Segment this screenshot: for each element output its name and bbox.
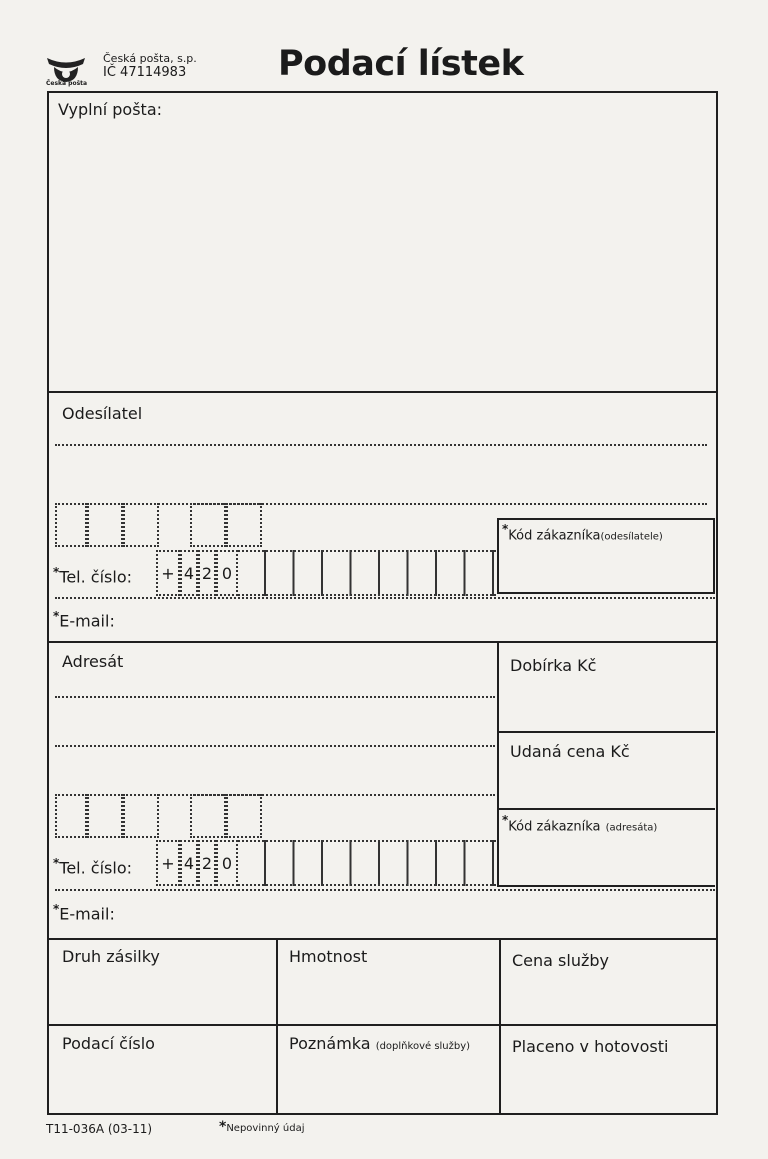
tracking-number-input[interactable] [49, 1058, 275, 1112]
divider-sender-recipient [47, 641, 718, 643]
sender-postcode-box[interactable] [190, 503, 226, 547]
weight-input[interactable] [278, 970, 498, 1022]
cod-input[interactable] [499, 680, 715, 730]
sender-tel-plus: + [156, 550, 180, 596]
company-id: IČ 47114983 [103, 65, 187, 80]
shipment-type-input[interactable] [49, 970, 275, 1022]
recipient-customer-code-input[interactable] [499, 835, 715, 885]
sender-tel-underline [55, 597, 715, 599]
recipient-postcode-box[interactable] [123, 794, 159, 838]
recipient-customer-code-label: *Kód zákazníka (adresáta) [502, 813, 658, 835]
company-info [103, 52, 197, 80]
sender-label: Odesílatel [62, 404, 143, 423]
sender-tel-digit: 4 [180, 550, 198, 596]
service-price-input[interactable] [501, 974, 715, 1022]
recipient-label: Adresát [62, 652, 124, 671]
sender-customer-code-label: *Kód zákazníka(odesílatele) [502, 522, 663, 544]
recipient-tel-plus: + [156, 840, 180, 886]
recipient-tel-label: *Tel. číslo: [53, 856, 132, 878]
sender-postcode-box[interactable] [55, 503, 87, 547]
logo-caption: Česká pošta [46, 80, 88, 87]
declared-value-input[interactable] [499, 766, 715, 806]
divider-declared-value [497, 808, 715, 810]
divider-post-sender [47, 391, 718, 393]
note-input[interactable] [278, 1058, 498, 1112]
paid-cash-input[interactable] [501, 1060, 715, 1112]
recipient-postcode-box[interactable] [87, 794, 123, 838]
sender-email-label: *E-mail: [53, 609, 115, 631]
sender-email-input[interactable] [130, 604, 710, 638]
recipient-postcode-box[interactable] [55, 794, 87, 838]
recipient-email-label: *E-mail: [53, 902, 115, 924]
weight-label: Hmotnost [289, 947, 368, 966]
recipient-tel-digit: 2 [198, 840, 216, 886]
sender-postcode-box[interactable] [123, 503, 159, 547]
divider-recipient-bottom [47, 938, 718, 940]
company-name: Česká pošta, s.p. [103, 52, 197, 65]
recipient-postcode-box[interactable] [226, 794, 262, 838]
bottom-grid-row-divider [47, 1024, 718, 1026]
note-label: Poznámka (doplňkové služby) [289, 1034, 471, 1053]
post-section-label: Vyplní pošta: [58, 100, 163, 119]
recipient-postcode-box[interactable] [190, 794, 226, 838]
sender-tel-number-boxes[interactable] [238, 550, 496, 596]
shipment-type-label: Druh zásilky [62, 947, 160, 966]
form-code: T11-036A (03-11) [46, 1122, 153, 1136]
service-price-label: Cena služby [512, 951, 609, 970]
sender-postcode-box[interactable] [87, 503, 123, 547]
recipient-address-line-2[interactable] [55, 745, 495, 747]
sender-tel-digit: 0 [216, 550, 238, 596]
recipient-tel-digit: 0 [216, 840, 238, 886]
tracking-number-label: Podací číslo [62, 1034, 155, 1053]
divider-recipient-customer-code [497, 885, 715, 887]
divider-cod [497, 731, 715, 733]
optional-star: * [502, 522, 509, 536]
recipient-tel-number-boxes[interactable] [238, 840, 496, 886]
recipient-address-line-1[interactable] [55, 696, 495, 698]
sender-postcode-box[interactable] [226, 503, 262, 547]
sender-address-line-1[interactable] [55, 444, 707, 446]
recipient-email-input[interactable] [130, 897, 710, 931]
sender-tel-label: *Tel. číslo: [53, 565, 132, 587]
recipient-tel-digit: 4 [180, 840, 198, 886]
form-title: Podací lístek [278, 44, 524, 84]
cod-label: Dobírka Kč [510, 656, 597, 675]
declared-value-label: Udaná cena Kč [510, 742, 630, 761]
paid-cash-label: Placeno v hotovosti [512, 1037, 669, 1056]
sender-tel-digit: 2 [198, 550, 216, 596]
optional-note: *Nepovinný údaj [219, 1119, 305, 1135]
recipient-tel-underline [55, 889, 715, 891]
post-section-area [49, 122, 716, 390]
